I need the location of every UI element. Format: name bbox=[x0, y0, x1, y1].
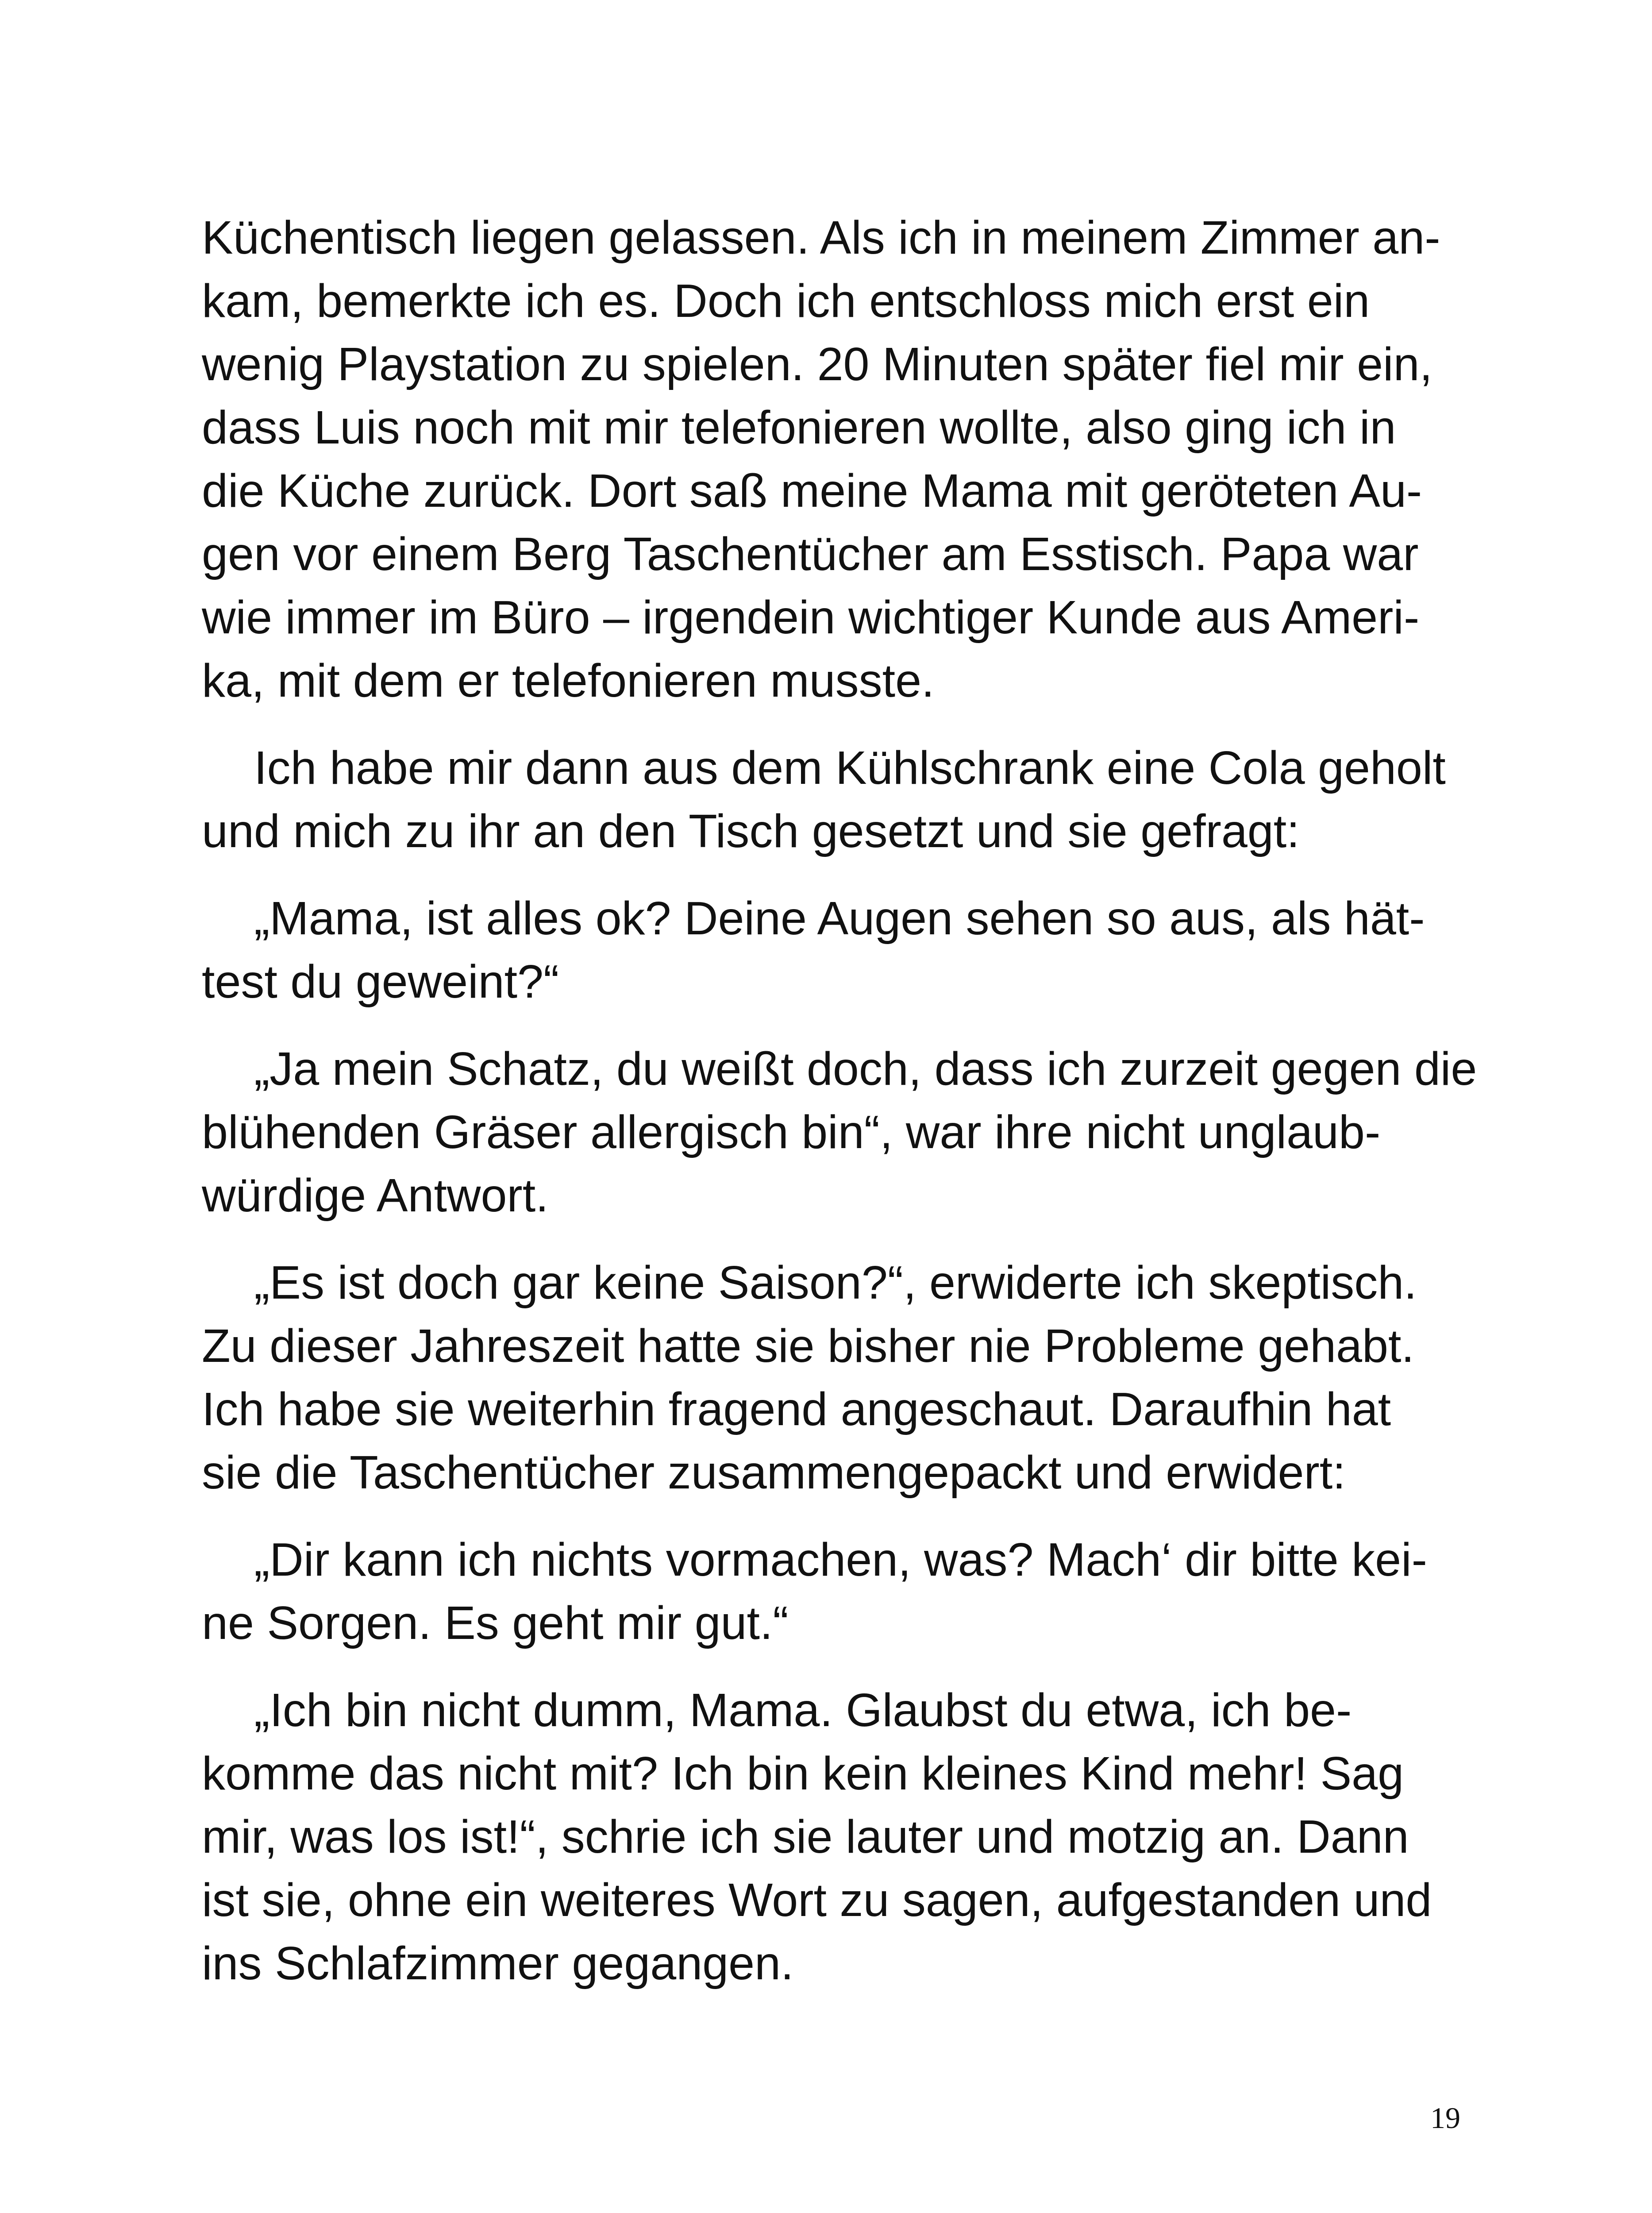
text-line: ka, mit dem er telefonieren musste. bbox=[202, 655, 935, 707]
paragraph-2 bbox=[202, 736, 1461, 863]
paragraph-6 bbox=[202, 1528, 1461, 1655]
text-line: „Es ist doch gar keine Saison?“, erwiderte ich skeptisch. bbox=[254, 1257, 1417, 1309]
text-line: die Küche zurück. Dort saß meine Mama mit geröteten Au- bbox=[202, 465, 1422, 517]
text-line: gen vor einem Berg Taschentücher am Esstisch. Papa war bbox=[202, 528, 1419, 580]
text-line: test du geweint?“ bbox=[202, 956, 559, 1008]
text-line: wie immer im Büro – irgendein wichtiger Kunde aus Ameri- bbox=[202, 591, 1420, 644]
text-line: sie die Taschentücher zusammengepackt und erwidert: bbox=[202, 1446, 1346, 1499]
text-line: kam, bemerkte ich es. Doch ich entschloss mich erst ein bbox=[202, 275, 1370, 327]
body-text bbox=[202, 206, 1477, 1995]
text-line: würdige Antwort. bbox=[202, 1169, 549, 1222]
paragraph-3 bbox=[202, 887, 1461, 1014]
text-line: Ich habe sie weiterhin fragend angeschaut. Daraufhin hat bbox=[202, 1383, 1391, 1435]
text-line: ist sie, ohne ein weiteres Wort zu sagen, aufgestanden und bbox=[202, 1874, 1432, 1926]
text-line: und mich zu ihr an den Tisch gesetzt und sie gefragt: bbox=[202, 805, 1300, 857]
text-line: „Ich bin nicht dumm, Mama. Glaubst du etwa, ich be- bbox=[254, 1684, 1352, 1736]
paragraph-7 bbox=[202, 1679, 1461, 1995]
text-line: ins Schlafzimmer gegangen. bbox=[202, 1937, 794, 1989]
paragraph-4 bbox=[202, 1037, 1477, 1227]
text-line: blühenden Gräser allergisch bin“, war ihre nicht unglaub- bbox=[202, 1106, 1381, 1158]
text-line: wenig Playstation zu spielen. 20 Minuten später fiel mir ein, bbox=[202, 338, 1433, 390]
text-line: Ich habe mir dann aus dem Kühlschrank eine Cola geholt bbox=[254, 742, 1446, 794]
text-line: Zu dieser Jahreszeit hatte sie bisher nie Probleme gehabt. bbox=[202, 1320, 1414, 1372]
text-line: Küchentisch liegen gelassen. Als ich in meinem Zimmer an- bbox=[202, 212, 1440, 264]
text-line: „Mama, ist alles ok? Deine Augen sehen so aus, als hät- bbox=[254, 892, 1425, 945]
text-line: mir, was los ist!“, schrie ich sie lauter und motzig an. Dann bbox=[202, 1811, 1409, 1863]
text-line: komme das nicht mit? Ich bin kein kleines Kind mehr! Sag bbox=[202, 1747, 1404, 1800]
page-number: 19 bbox=[1430, 2101, 1460, 2135]
paragraph-5 bbox=[202, 1251, 1461, 1504]
text-line: dass Luis noch mit mir telefonieren wollte, also ging ich in bbox=[202, 401, 1396, 454]
text-line: „Dir kann ich nichts vormachen, was? Mach‘ dir bitte kei- bbox=[254, 1534, 1427, 1586]
text-line: „Ja mein Schatz, du weißt doch, dass ich zurzeit gegen die bbox=[254, 1043, 1477, 1095]
paragraph-1 bbox=[202, 206, 1461, 713]
text-line: ne Sorgen. Es geht mir gut.“ bbox=[202, 1597, 789, 1649]
